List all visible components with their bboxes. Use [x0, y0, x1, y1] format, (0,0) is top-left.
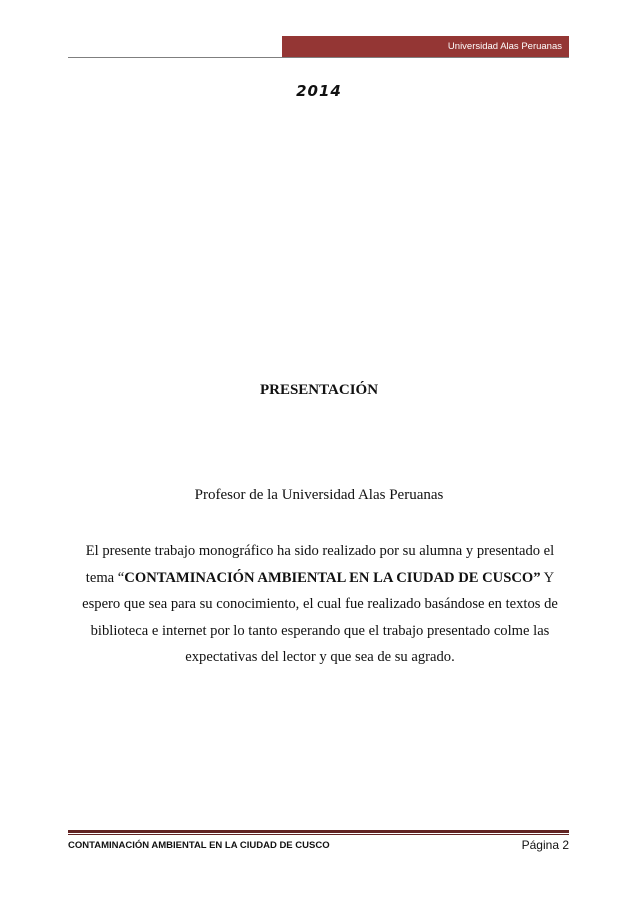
page-title: PRESENTACIÓN: [259, 382, 379, 398]
paragraph-intro: El presente trabajo monográfico ha sido realizado por su alumna y presentado el tema “: [85, 543, 555, 586]
header-university-label: Universidad Alas Peruanas: [447, 41, 562, 52]
document-year: 2014: [296, 82, 342, 100]
paragraph-closing: Y espero que sea para su conocimiento, el cual fue realizado basándose en textos de biblioteca e internet por lo tanto esperando que el trabajo presentado colme las expectativas del lector y que sea de su agrado.: [82, 569, 558, 665]
footer-rule-thin: [68, 834, 569, 835]
paragraph-topic: CONTAMINACIÓN AMBIENTAL EN LA CIUDAD DE CUSCO”: [124, 569, 541, 586]
footer-page-number: Página 2: [521, 838, 569, 852]
header-banner: [282, 36, 569, 58]
presentation-paragraph: [70, 538, 570, 671]
footer-rule-thick: [68, 830, 569, 833]
header-rule: [68, 57, 569, 58]
addressee-line: Profesor de la Universidad Alas Peruanas: [194, 487, 444, 503]
footer-document-title: CONTAMINACIÓN AMBIENTAL EN LA CIUDAD DE CUSCO: [68, 840, 330, 851]
